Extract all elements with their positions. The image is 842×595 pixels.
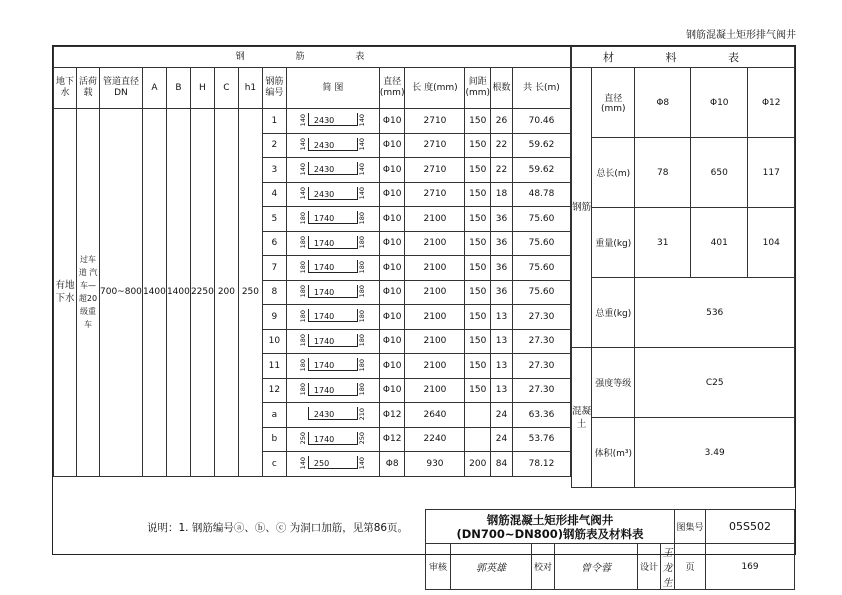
bar-diameter: Φ10 [379, 280, 405, 305]
header-pipe-dia: 管道直径DN [100, 68, 143, 109]
bar-count: 84 [491, 452, 513, 477]
bar-shape [286, 305, 379, 330]
bar-length: 2710 [405, 182, 465, 207]
bar-count: 36 [491, 231, 513, 256]
bar-length: 2100 [405, 231, 465, 256]
bar-shape-diagram [292, 453, 374, 471]
bar-diameter: Φ10 [379, 133, 405, 158]
bar-shape-right-leg: 180 [357, 285, 366, 298]
bar-diameter: Φ10 [379, 231, 405, 256]
page-header: 钢筋混凝土矩形排气阀井 [686, 30, 796, 41]
volume-label: 体积(m³) [592, 418, 635, 488]
review-label: 审核 [426, 544, 451, 590]
bar-shape-length: 250 [313, 459, 330, 469]
bar-shape-left-leg: 180 [298, 285, 307, 298]
bar-shape [286, 158, 379, 183]
bar-length: 930 [405, 452, 465, 477]
header-groundwater: 地下水 [54, 68, 77, 109]
bar-spacing: 150 [465, 182, 491, 207]
material-table-title: 材 料 表 [572, 47, 795, 68]
bar-shape-left-leg: 180 [298, 211, 307, 225]
bar-shape-length: 1740 [313, 336, 335, 346]
title-line2: (DN700~DN800)钢筋表及材料表 [456, 526, 644, 541]
bar-shape-right-leg: 140 [357, 113, 366, 127]
bar-diameter: Φ10 [379, 109, 405, 134]
h1-value: 250 [238, 109, 262, 477]
bar-length: 2100 [405, 305, 465, 330]
bar-no: a [262, 403, 286, 428]
bar-shape [286, 427, 379, 452]
bar-shape-diagram [292, 159, 374, 177]
bar-length: 2710 [405, 158, 465, 183]
bar-shape-left-leg: 180 [298, 358, 307, 372]
total-length-phi12: 117 [748, 138, 795, 208]
volume-value: 3.49 [635, 418, 795, 488]
strength-label: 强度等级 [592, 348, 635, 418]
header-bar-no: 钢筋编号 [262, 68, 286, 109]
bar-diameter: Φ10 [379, 182, 405, 207]
bar-diameter: Φ10 [379, 329, 405, 354]
bar-spacing: 150 [465, 378, 491, 403]
header-spacing: 间距(mm) [465, 68, 491, 109]
bar-total-length: 27.30 [513, 378, 571, 403]
bar-shape-diagram [292, 429, 374, 447]
bar-shape-right-leg: 140 [357, 456, 366, 470]
bar-shape-diagram [292, 404, 374, 422]
bar-shape-left-leg: 140 [298, 187, 307, 200]
bar-shape-length: 2430 [313, 165, 335, 175]
bar-shape-length: 1740 [313, 385, 335, 395]
bar-length: 2640 [405, 403, 465, 428]
bar-no: 1 [262, 109, 286, 134]
bar-shape-right-leg: 180 [357, 211, 366, 225]
bar-count: 36 [491, 207, 513, 232]
bar-shape-diagram [292, 135, 374, 153]
bar-shape-left-leg: 140 [298, 456, 307, 470]
atlas-no: 05S502 [706, 510, 795, 544]
bar-diameter: Φ10 [379, 354, 405, 379]
bar-length: 2240 [405, 427, 465, 452]
bar-count: 36 [491, 256, 513, 281]
bar-count: 24 [491, 427, 513, 452]
bar-no: b [262, 427, 286, 452]
strength-value: C25 [635, 348, 795, 418]
bar-shape-left-leg: 180 [298, 236, 307, 249]
bar-shape [286, 182, 379, 207]
bar-no: 10 [262, 329, 286, 354]
reviewer: 郭英雄 [451, 544, 532, 590]
bar-shape [286, 207, 379, 232]
bar-shape [286, 280, 379, 305]
rebar-table-title: 钢 筋 表 [54, 47, 571, 68]
bar-shape [286, 329, 379, 354]
bar-shape [286, 256, 379, 281]
total-length-phi8: 78 [635, 138, 691, 208]
bar-total-length: 75.60 [513, 207, 571, 232]
header-h: H [190, 68, 214, 109]
bar-count: 13 [491, 329, 513, 354]
drawing-frame [52, 45, 796, 589]
material-table [571, 46, 795, 488]
bar-no: 8 [262, 280, 286, 305]
bar-shape-diagram [292, 257, 374, 275]
bar-total-length: 27.30 [513, 354, 571, 379]
weight-label: 重量(kg) [592, 208, 635, 278]
bar-no: c [262, 452, 286, 477]
bar-total-length: 78.12 [513, 452, 571, 477]
bar-total-length: 75.60 [513, 280, 571, 305]
bar-length: 2710 [405, 133, 465, 158]
bar-no: 5 [262, 207, 286, 232]
bar-length: 2710 [405, 109, 465, 134]
bar-shape-length: 1740 [313, 434, 335, 444]
bar-shape-left-leg: 180 [298, 334, 307, 347]
bar-length: 2100 [405, 378, 465, 403]
bar-count: 26 [491, 109, 513, 134]
bar-total-length: 59.62 [513, 158, 571, 183]
bar-shape-diagram [292, 331, 374, 349]
pipe-dia-value: 700~800 [100, 109, 143, 477]
title-block [425, 509, 795, 590]
bar-count: 13 [491, 378, 513, 403]
header-diameter: 直径(mm) [379, 68, 405, 109]
bar-count: 13 [491, 354, 513, 379]
bar-shape-length: 2430 [313, 116, 335, 126]
rebar-table-body [54, 109, 571, 477]
bar-total-length: 63.36 [513, 403, 571, 428]
a-value: 1400 [142, 109, 166, 477]
bar-shape-right-leg: 140 [357, 138, 366, 151]
total-length-label: 总长(m) [592, 138, 635, 208]
checker: 曾令蓉 [555, 544, 638, 590]
bar-shape-diagram [292, 184, 374, 202]
bar-diameter: Φ10 [379, 378, 405, 403]
bar-shape-diagram [292, 233, 374, 251]
bar-shape-diagram [292, 208, 374, 226]
bar-no: 6 [262, 231, 286, 256]
bar-spacing: 150 [465, 133, 491, 158]
bar-diameter: Φ10 [379, 207, 405, 232]
bar-shape-diagram [292, 282, 374, 300]
bar-shape-diagram [292, 306, 374, 324]
bar-total-length: 75.60 [513, 256, 571, 281]
bar-shape-left-leg: 180 [298, 309, 307, 323]
bar-total-length: 27.30 [513, 329, 571, 354]
bar-length: 2100 [405, 256, 465, 281]
bar-total-length: 48.78 [513, 182, 571, 207]
bar-shape-right-leg: 180 [357, 309, 366, 323]
bar-spacing: 150 [465, 354, 491, 379]
bar-count: 13 [491, 305, 513, 330]
diameter-phi12: Φ12 [748, 68, 795, 138]
bar-shape-right-leg: 180 [357, 358, 366, 372]
bar-total-length: 75.60 [513, 231, 571, 256]
bar-shape-left-leg: 140 [298, 162, 307, 176]
diameter-phi10: Φ10 [691, 68, 748, 138]
bar-count: 18 [491, 182, 513, 207]
bar-length: 2100 [405, 354, 465, 379]
bar-shape-length: 1740 [313, 287, 335, 297]
header-count: 根数 [491, 68, 513, 109]
bar-spacing: 150 [465, 280, 491, 305]
bar-shape-right-leg: 180 [357, 236, 366, 249]
header-live-load: 活荷载 [77, 68, 100, 109]
bar-total-length: 70.46 [513, 109, 571, 134]
total-weight-label: 总重(kg) [592, 278, 635, 348]
header-a: A [142, 68, 166, 109]
bar-total-length: 53.76 [513, 427, 571, 452]
header-total-length: 共 长(m) [513, 68, 571, 109]
bar-no: 11 [262, 354, 286, 379]
bar-shape [286, 231, 379, 256]
concrete-label: 混凝土 [572, 348, 592, 488]
bar-length: 2100 [405, 329, 465, 354]
bar-spacing: 150 [465, 256, 491, 281]
header-shape: 简 图 [286, 68, 379, 109]
bar-shape-length: 1740 [313, 214, 335, 224]
bar-shape-length: 1740 [313, 238, 335, 248]
bar-shape-right-leg: 180 [357, 383, 366, 396]
header-b: B [166, 68, 190, 109]
diameter-phi8: Φ8 [635, 68, 691, 138]
bar-shape-length: 1740 [313, 263, 335, 273]
bar-shape-diagram [292, 110, 374, 128]
bar-spacing: 150 [465, 158, 491, 183]
bar-spacing: 150 [465, 207, 491, 232]
bar-diameter: Φ12 [379, 427, 405, 452]
bar-count: 22 [491, 133, 513, 158]
page-label: 页 [675, 544, 706, 590]
diameter-label: 直径(mm) [592, 68, 635, 138]
bar-total-length: 59.62 [513, 133, 571, 158]
bar-shape [286, 109, 379, 134]
note: 说明：1. 钢筋编号ⓐ、ⓑ、ⓒ 为洞口加筋，见第86页。 [147, 522, 409, 534]
bar-diameter: Φ10 [379, 256, 405, 281]
b-value: 1400 [166, 109, 190, 477]
h-value: 2250 [190, 109, 214, 477]
total-weight-value: 536 [635, 278, 795, 348]
bar-shape-left-leg: 180 [298, 383, 307, 396]
steel-label: 钢筋 [572, 68, 592, 348]
bar-no: 9 [262, 305, 286, 330]
bar-spacing: 150 [465, 305, 491, 330]
design-label: 设计 [638, 544, 661, 590]
c-value: 200 [214, 109, 238, 477]
bar-diameter: Φ10 [379, 305, 405, 330]
bar-shape-right-leg: 180 [357, 260, 366, 274]
bar-shape-diagram [292, 380, 374, 398]
bar-shape-right-leg: 140 [357, 187, 366, 200]
bar-shape-left-leg: 140 [298, 138, 307, 151]
bar-shape-length: 2430 [313, 189, 335, 199]
bar-shape [286, 354, 379, 379]
rebar-row [54, 109, 571, 134]
weight-phi10: 401 [691, 208, 748, 278]
atlas-no-label: 图集号 [675, 510, 706, 544]
bar-shape [286, 403, 379, 428]
header-c: C [214, 68, 238, 109]
header-length: 长 度(mm) [405, 68, 465, 109]
bar-no: 3 [262, 158, 286, 183]
bar-total-length: 27.30 [513, 305, 571, 330]
bar-shape-left-leg: 140 [298, 113, 307, 127]
bar-shape-left-leg: 180 [298, 260, 307, 274]
bar-count: 22 [491, 158, 513, 183]
bar-count: 36 [491, 280, 513, 305]
title-line1: 钢筋混凝土矩形排气阀井 [486, 512, 614, 527]
page-number: 169 [706, 544, 795, 590]
total-length-phi10: 650 [691, 138, 748, 208]
bar-diameter: Φ8 [379, 452, 405, 477]
bar-shape-length: 1740 [313, 312, 335, 322]
bar-length: 2100 [405, 280, 465, 305]
bar-shape [286, 133, 379, 158]
bar-spacing: 150 [465, 231, 491, 256]
bar-shape-right-leg: 140 [357, 162, 366, 176]
bar-shape-length: 1740 [313, 361, 335, 371]
live-load-value: 过车道 汽车—超20级重车 [77, 109, 100, 477]
bar-diameter: Φ12 [379, 403, 405, 428]
bar-spacing [465, 403, 491, 428]
bar-shape-right-leg: 250 [357, 432, 366, 445]
bar-shape-length: 2430 [313, 140, 335, 150]
bar-spacing: 150 [465, 329, 491, 354]
bar-no: 7 [262, 256, 286, 281]
check-label: 校对 [532, 544, 555, 590]
groundwater-value: 有地下水 [54, 109, 77, 477]
bar-shape-length: 2430 [313, 410, 335, 420]
header-h1: h1 [238, 68, 262, 109]
bar-shape [286, 452, 379, 477]
bar-count: 24 [491, 403, 513, 428]
bar-spacing: 150 [465, 109, 491, 134]
bar-shape-right-leg: 210 [357, 407, 366, 421]
bar-diameter: Φ10 [379, 158, 405, 183]
designer: 王龙生 [661, 544, 675, 590]
bar-shape-right-leg: 180 [357, 334, 366, 347]
bar-spacing: 200 [465, 452, 491, 477]
weight-phi12: 104 [748, 208, 795, 278]
bar-spacing [465, 427, 491, 452]
bar-length: 2100 [405, 207, 465, 232]
weight-phi8: 31 [635, 208, 691, 278]
bar-no: 4 [262, 182, 286, 207]
bar-no: 12 [262, 378, 286, 403]
bar-no: 2 [262, 133, 286, 158]
rebar-table [53, 46, 571, 477]
bar-shape-left-leg: 250 [298, 432, 307, 445]
bar-shape [286, 378, 379, 403]
bar-shape-diagram [292, 355, 374, 373]
